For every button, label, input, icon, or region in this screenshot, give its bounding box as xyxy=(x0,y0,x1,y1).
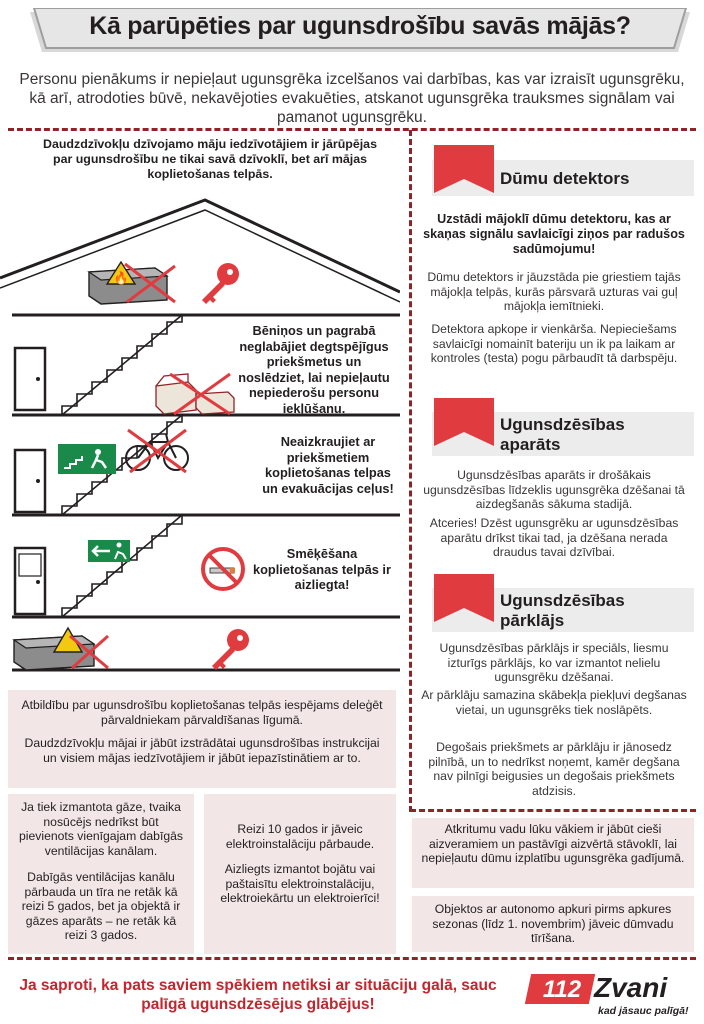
extinguisher-title-2: aparāts xyxy=(500,435,561,454)
building-illustration xyxy=(0,180,400,685)
logo-zvani: Zvani xyxy=(594,972,668,1003)
blanket-title-2: pārklājs xyxy=(500,611,565,630)
no-smoking-icon xyxy=(200,546,246,592)
bookmark-ribbon-extinguisher-icon xyxy=(434,398,494,446)
chute-text: Atkritumu vadu lūku vākiem ir jābūt cieši aizveramiem un pastāvīgi aizvērtā stāvoklī, lai nepieļautu dūmu izplatību ugunsgrēka gadījumā. xyxy=(421,822,685,865)
divider-vertical xyxy=(409,130,412,812)
electrical-text-2: Aizliegts izmantot bojātu vai paštaisītu elektroinstalāciju, elektroiekārtu un elektroierīci! xyxy=(220,862,380,905)
footer-call-text: Ja saproti, ka pats saviem spēkiem netiksi ar situāciju galā, sauc palīgā ugunsdzēsējus glābējus! xyxy=(19,977,497,1013)
no-smoking-note: Smēķēšana koplietošanas telpās ir aizliegta! xyxy=(253,546,391,592)
divider-top xyxy=(8,128,696,131)
extinguisher-title-1: Ugunsdzēsības xyxy=(500,415,625,434)
delegate-text-2: Daudzdzīvokļu mājai ir jābūt izstrādātai ugunsdrošības instrukcijai un visiem mājas iedzīvotājiem ir jābūt iepazīstinātiem ar to. xyxy=(24,736,380,765)
evacuation-clutter-note: Neaizkraujiet ar priekšmetiem koplietošanas telpas un evakuācijas ceļus! xyxy=(262,434,394,496)
electrical-text-1: Reizi 10 gados ir jāveic elektroinstalāciju pārbaude. xyxy=(225,822,375,851)
exit-arrow-sign-icon xyxy=(88,540,130,562)
detector-title: Dūmu detektors xyxy=(500,169,630,188)
detector-body-1: Dūmu detektors ir jāuzstāda pie griestiem tajās mājokļa telpās, kurās pārsvarā uzturas vai guļ mājokļa iemītnieki. xyxy=(427,270,681,313)
logo-112: 112 xyxy=(542,976,582,1003)
blanket-body-2: Ar pārklāju samazina skābekļa piekļuvi degšanas vietai, un ugunsgrēks tiek noslāpēts. xyxy=(421,688,687,717)
hazard-box-basement-icon xyxy=(10,626,110,672)
bicycle-icon xyxy=(122,424,194,476)
extinguisher-body-1: Ugunsdzēsības aparāts ir drošākais ugunsdzēsības līdzeklis ugunsgrēka dzēšanai tā aizdegšanās sākuma stadijā. xyxy=(423,468,685,511)
blanket-body-3: Degošais priekšmets ar pārklāju ir jānosedz pilnībā, un to nedrīkst noņemt, kamēr degšana nav pilnīgi beigusies un degošais priekšmets atdzisis. xyxy=(428,740,680,798)
intro-text: Personu pienākums ir nepieļaut ugunsgrēka izcelšanos vai darbības, kas var izraisīt ugunsgrēku, kā arī, atrodoties būvē, nekavējoties evakuēties, atskanot ugunsgrēka trauksmes signālam vai pamanot ugunsgrēku. xyxy=(19,71,685,126)
gas-text-2: Dabīgās ventilācijas kanālu pārbauda un tīra ne retāk kā reizi 5 gados, bet ja objektā ir gāzes aparāts – ne retāk kā reizi 3 gados. xyxy=(21,870,181,942)
hazard-box-icon xyxy=(85,258,180,306)
chimney-text: Objektos ar autonomo apkuri pirms apkures sezonas (līdz 1. novembrim) jāveic dūmvadu tīrīšana. xyxy=(432,902,674,945)
blanket-title-1: Ugunsdzēsības xyxy=(500,591,625,610)
bookmark-ribbon-blanket-icon xyxy=(434,574,494,622)
divider-bottom xyxy=(8,957,696,960)
extinguisher-body-2: Atceries! Dzēst ugunsgrēku ar ugunsdzēsības aparātu drīkst tikai tad, ja dzēšana nerada draudus tavai dzīvībai. xyxy=(429,516,679,559)
key-basement-icon xyxy=(206,626,252,672)
emergency-exit-sign-icon xyxy=(58,444,116,474)
svg-text:🔥: 🔥 xyxy=(113,271,129,285)
key-icon xyxy=(196,260,242,306)
bookmark-ribbon-detector-icon xyxy=(434,145,494,193)
logo-tagline: kad jāsauc palīgā! xyxy=(598,1005,689,1017)
shared-spaces-note: Daudzdzīvokļu dzīvojamo māju iedzīvotājiem ir jārūpējas par ugunsdrošību ne tikai savā dzīvoklī, bet arī mājas koplietošanas telpās. xyxy=(43,137,377,181)
blanket-body-1: Ugunsdzēsības pārklājs ir speciāls, liesmu izturīgs pārklājs, ko var izmantot nelielu ugunsgrēku dzēšanai. xyxy=(439,641,669,684)
detector-body-2: Detektora apkope ir vienkārša. Nepieciešams savlaicīgi nomainīt bateriju un ik pa laikam ar kontroles (testa) pogu pārbaudīt tā darbspēju. xyxy=(430,322,678,365)
gas-text-1: Ja tiek izmantota gāze, tvaika nosūcējs nedrīkst būt pievienots vienīgajam dabīgās ventilācijas kanālam. xyxy=(19,800,183,858)
boxes-icon xyxy=(150,368,240,416)
divider-right-bottom xyxy=(410,809,696,812)
attic-basement-note: Bēniņos un pagrabā neglabājiet degtspējīgus priekšmetus un noslēdziet, lai nepieļautu nepiederošu personu iekļūšanu. xyxy=(238,323,390,416)
detector-lead: Uzstādi mājoklī dūmu detektoru, kas ar skaņas signālu savlaicīgi ziņos par radušos sadūmojumu! xyxy=(423,212,685,256)
delegate-text-1: Atbildību par ugunsdrošību koplietošanas telpās iespējams deleģēt pārvaldniekam pārvaldīšanas līgumā. xyxy=(21,698,383,727)
page-title: Kā parūpēties par ugunsdrošību savās mājās? xyxy=(89,12,631,40)
